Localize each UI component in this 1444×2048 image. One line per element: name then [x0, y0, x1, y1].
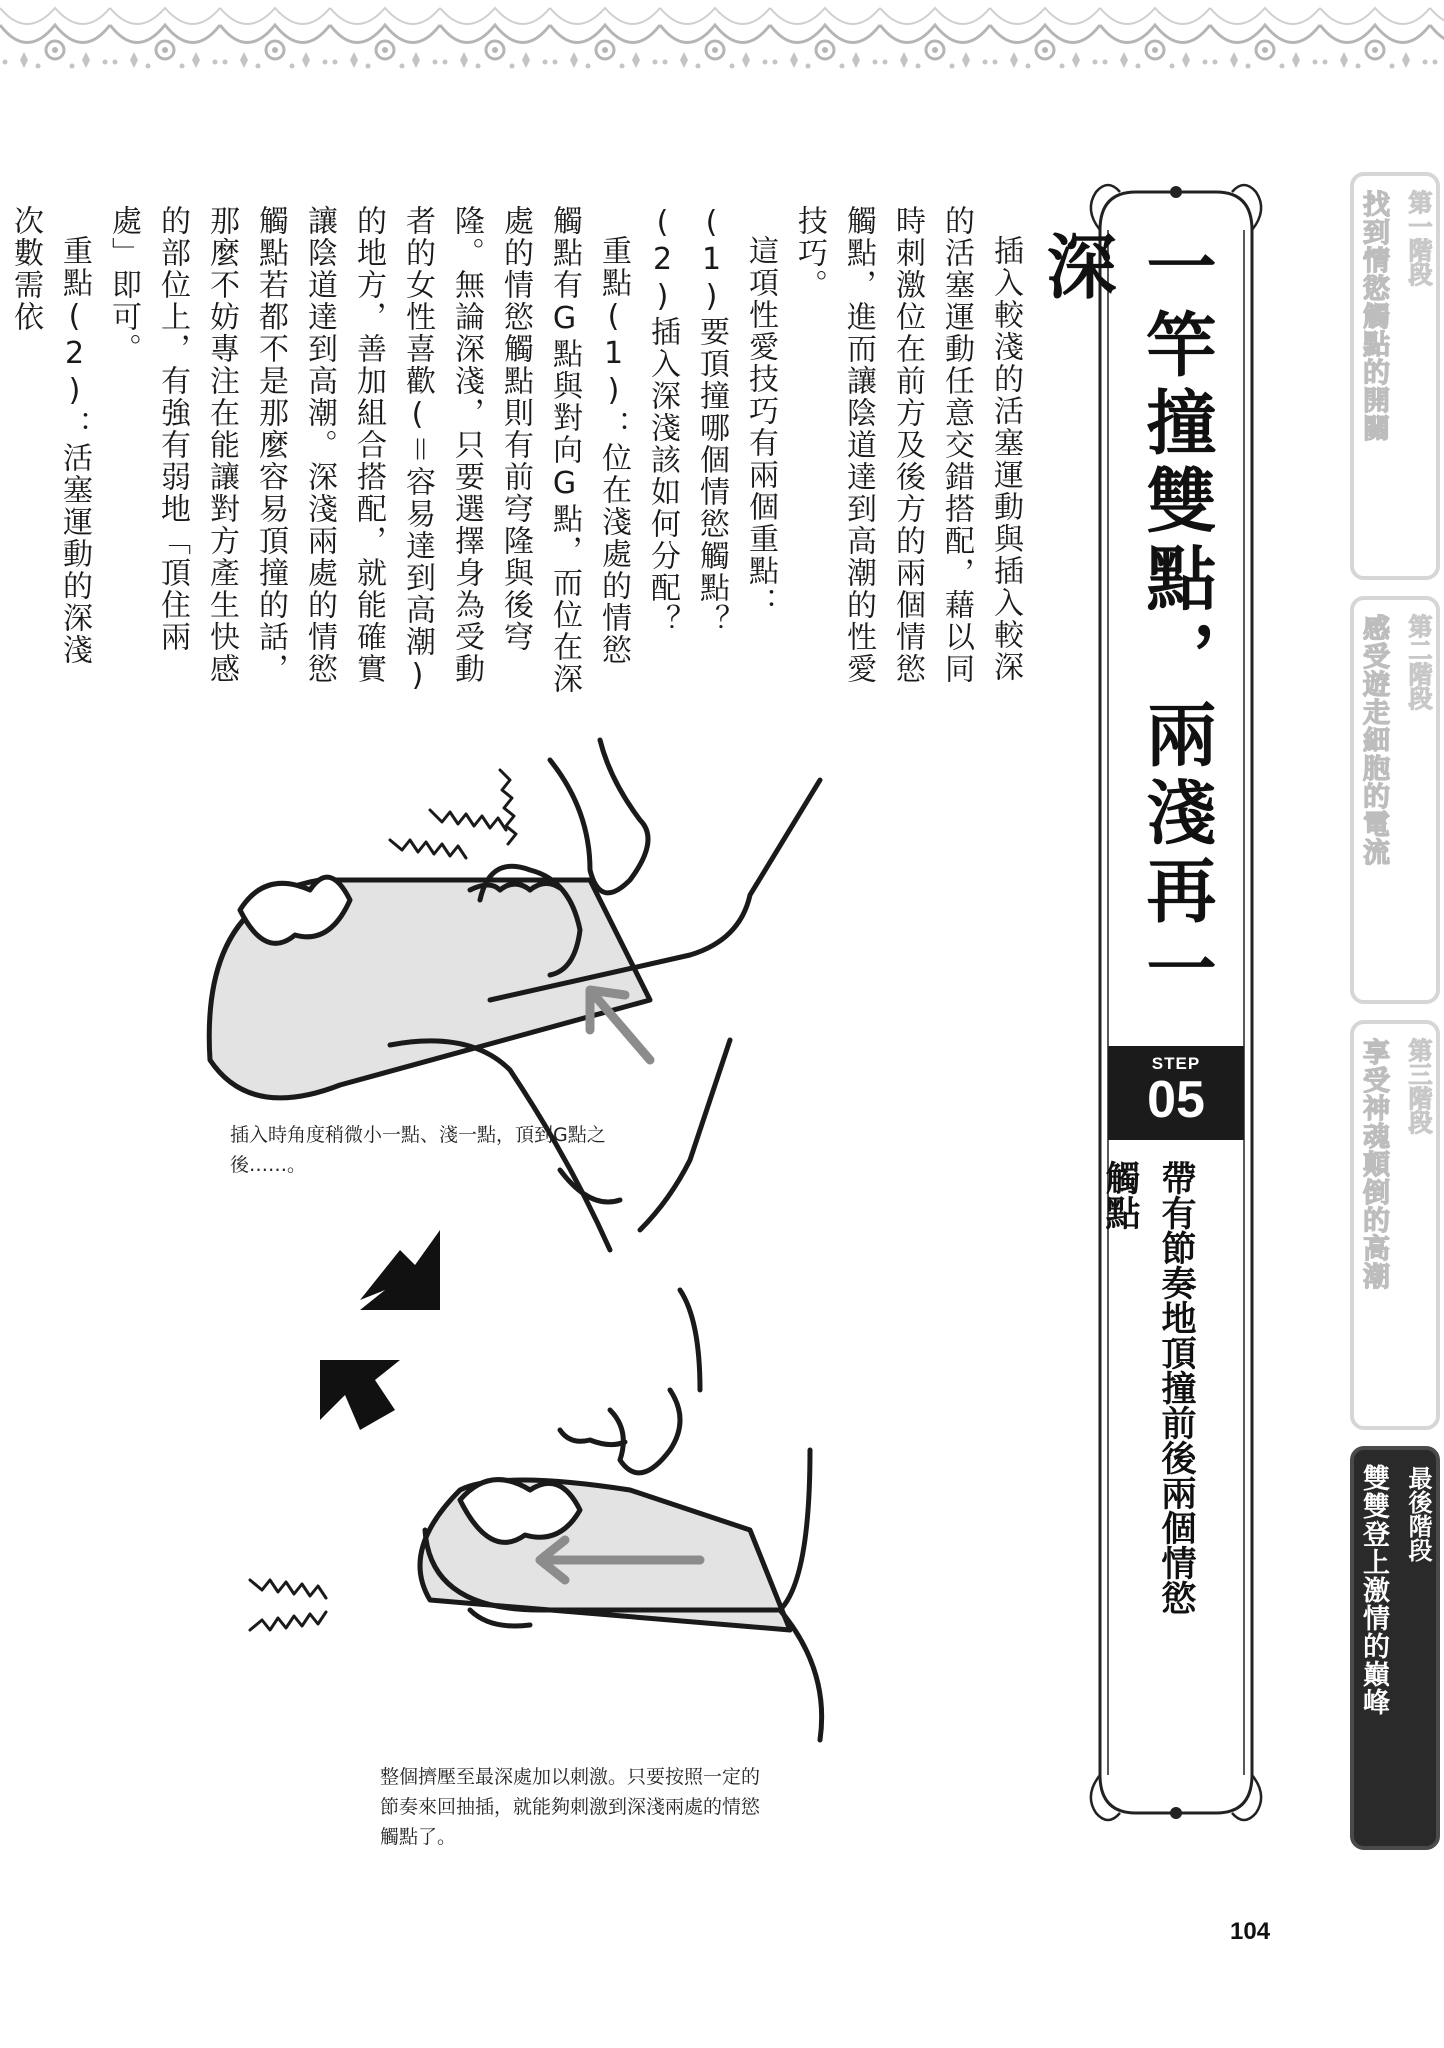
chapter-tab-stage-3[interactable] — [1350, 1020, 1440, 1430]
tab-title: 享受神魂顛倒的高潮 — [1358, 1038, 1389, 1290]
step-badge — [1108, 1046, 1244, 1140]
title-panel — [1035, 170, 1276, 1835]
body-paragraph: 插入較淺的活塞運動與插入較深的活塞運動任意交錯搭配，藉以同時刺激位在前方及後方的兩個情慾觸點，進而讓陰道達到高潮的性愛技巧。 — [792, 205, 1023, 685]
caption-shallow: 插入時角度稍微小一點、淺一點，頂到G點之後……。 — [230, 1124, 606, 1176]
tab-stage-label: 第二階段 — [1404, 614, 1432, 710]
chapter-tab-stage-2[interactable] — [1350, 596, 1440, 1004]
step-label: STEP — [1151, 1054, 1201, 1073]
tab-title: 找到情慾觸點的開關 — [1358, 190, 1389, 442]
body-paragraph: 這項性愛技巧有兩個重點：(1)要頂撞哪個情慾觸點？(2)插入深淺該如何分配？ — [645, 205, 778, 636]
illustration — [170, 730, 1070, 1780]
tab-stage-label: 最後階段 — [1404, 1466, 1432, 1562]
tab-stage-label: 第一階段 — [1404, 190, 1432, 286]
body-text — [8, 205, 1030, 695]
tab-stage-label: 第三階段 — [1404, 1038, 1432, 1134]
body-paragraph: 重點(2)：活塞運動的深淺次數需依 — [8, 205, 92, 666]
caption-deep: 整個擠壓至最深處加以刺激。只要按照一定的節奏來回抽插，就能夠刺激到深淺兩處的情慾觸點了。 — [380, 1766, 761, 1848]
body-paragraph: 重點(1)：位在淺處的情慾觸點有G點與對向G點，而位在深處的情慾觸點則有前穹隆與後穹隆。無論深淺，只要選擇身為受動者的女性喜歡(＝容易達到高潮)的地方，善加組合搭配，就能確實讓陰道達到高潮。深淺兩處的情慾觸點若都不是那麼容易頂撞的話，那麼不妨專注在能讓對方產生快感的部位上，有強有弱地「頂住兩處」即可。 — [106, 205, 631, 695]
chapter-tab-stage-1[interactable] — [1350, 172, 1440, 580]
double-arrow-icon — [360, 1230, 440, 1310]
page-title: 一竿撞雙點，兩淺再一深 — [1035, 230, 1217, 1010]
chapter-tab-final-stage[interactable] — [1350, 1446, 1440, 1850]
lace-border — [0, 0, 1444, 85]
step-number: 05 — [1147, 1071, 1205, 1129]
tab-title: 感受遊走細胞的電流 — [1358, 614, 1389, 866]
page-number: 104 — [1230, 1918, 1271, 1945]
tab-title: 雙雙登上激情的巔峰 — [1358, 1464, 1389, 1716]
page-subtitle: 帶有節奏地頂撞前後兩個情慾觸點 — [1100, 1160, 1196, 1615]
